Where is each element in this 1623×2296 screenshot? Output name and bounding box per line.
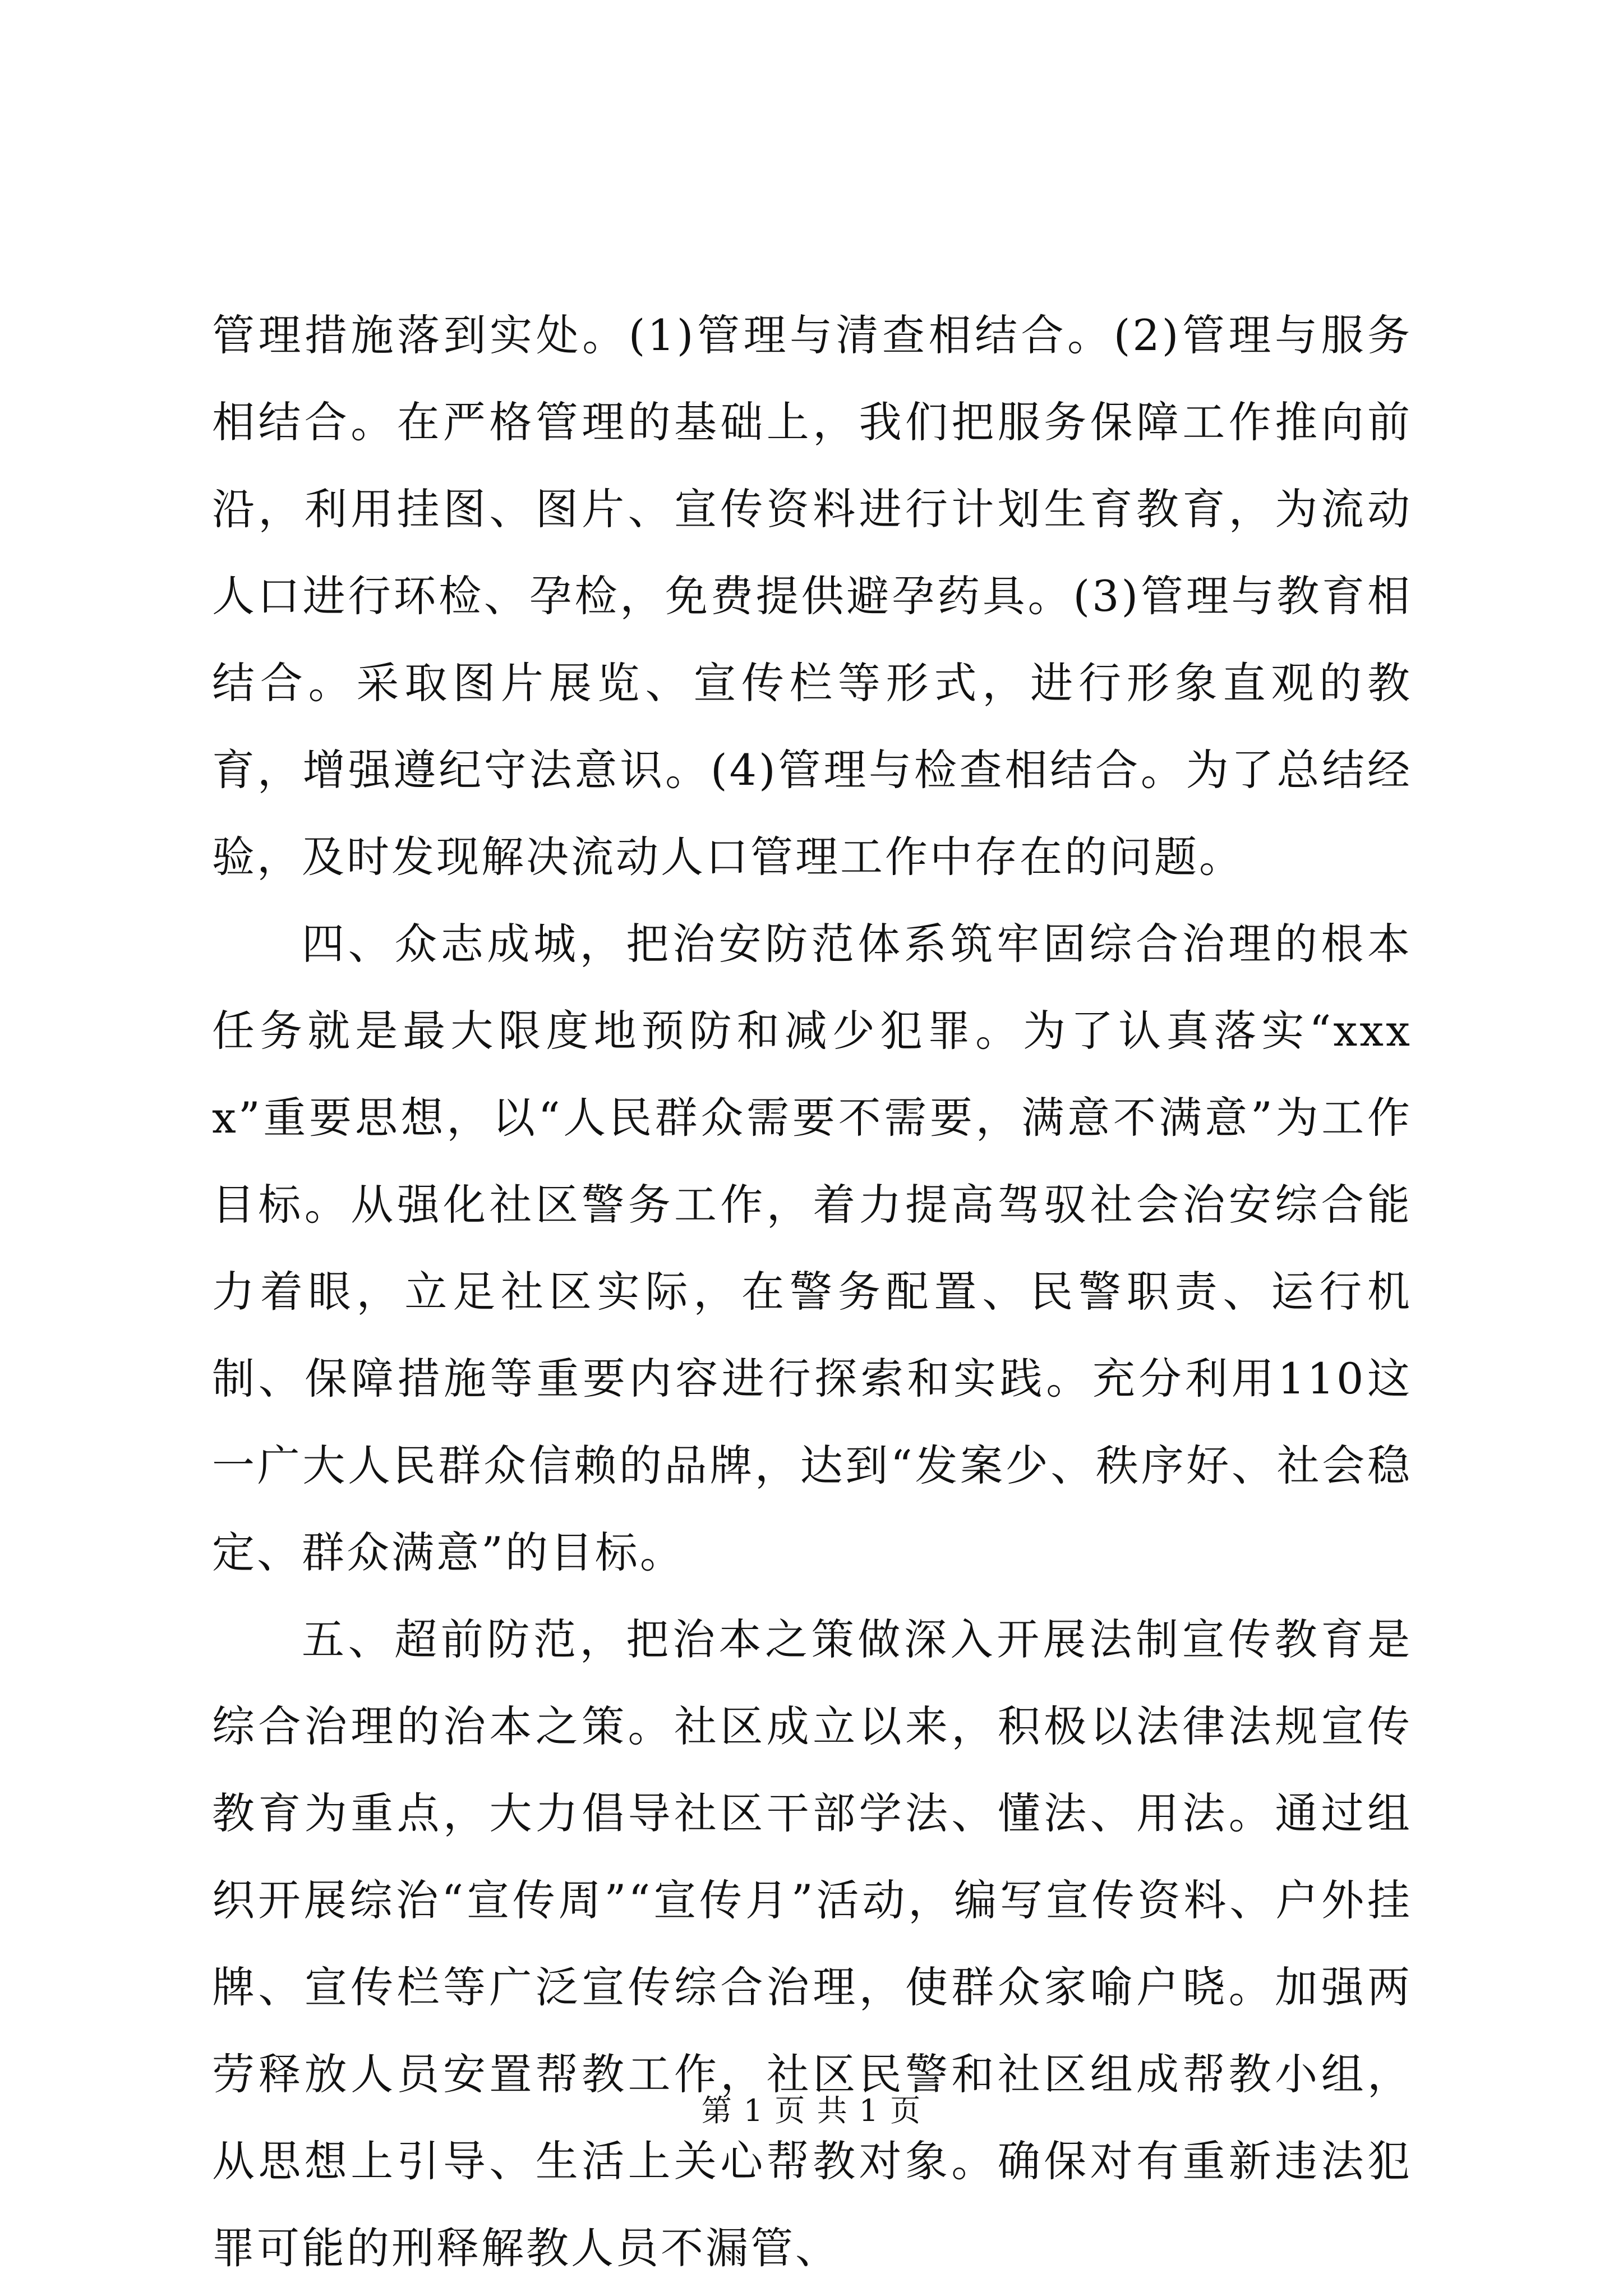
paragraph-section-five: 五、超前防范，把治本之策做深入开展法制宣传教育是综合治理的治本之策。社区成立以来，积极以法律法规宣传教育为重点，大力倡导社区干部学法、懂法、用法。通过组织开展综治“宣传周”“宣传月”活动，编写宣传资料、户外挂牌、宣传栏等广泛宣传综合治理，使群众家喻户晓。加强两劳释放人员安置帮教工作，社区民警和社区组成帮教小组，从思想上引导、生活上关心帮教对象。确保对有重新违法犯罪可能的刑释解教人员不漏管、 — [212, 1614, 1412, 2273]
paragraph-section-four: 四、众志成城，把治安防范体系筑牢固综合治理的根本任务就是最大限度地预防和减少犯罪。为了认真落实“xxxx”重要思想，以“人民群众需要不需要，满意不满意”为工作目标。从强化社区警务工作，着力提高驾驭社会治安综合能力着眼，立足社区实际，在警务配置、民警职责、运行机制、保障措施等重要内容进行探索和实践。充分利用110这一广大人民群众信赖的品牌，达到“发案少、秩序好、社会稳定、群众满意”的目标。 — [212, 919, 1412, 1577]
page-footer: 第 1 页 共 1 页 — [701, 2093, 922, 2128]
document-body — [212, 292, 1412, 2292]
paragraph-management-measures: 管理措施落到实处。(1)管理与清查相结合。(2)管理与服务相结合。在严格管理的基础上，我们把服务保障工作推向前沿，利用挂图、图片、宣传资料进行计划生育教育，为流动人口进行环检、孕检，免费提供避孕药具。(3)管理与教育相结合。采取图片展览、宣传栏等形式，进行形象直观的教育，增强遵纪守法意识。(4)管理与检查相结合。为了总结经验，及时发现解决流动人口管理工作中存在的问题。 — [212, 310, 1412, 882]
